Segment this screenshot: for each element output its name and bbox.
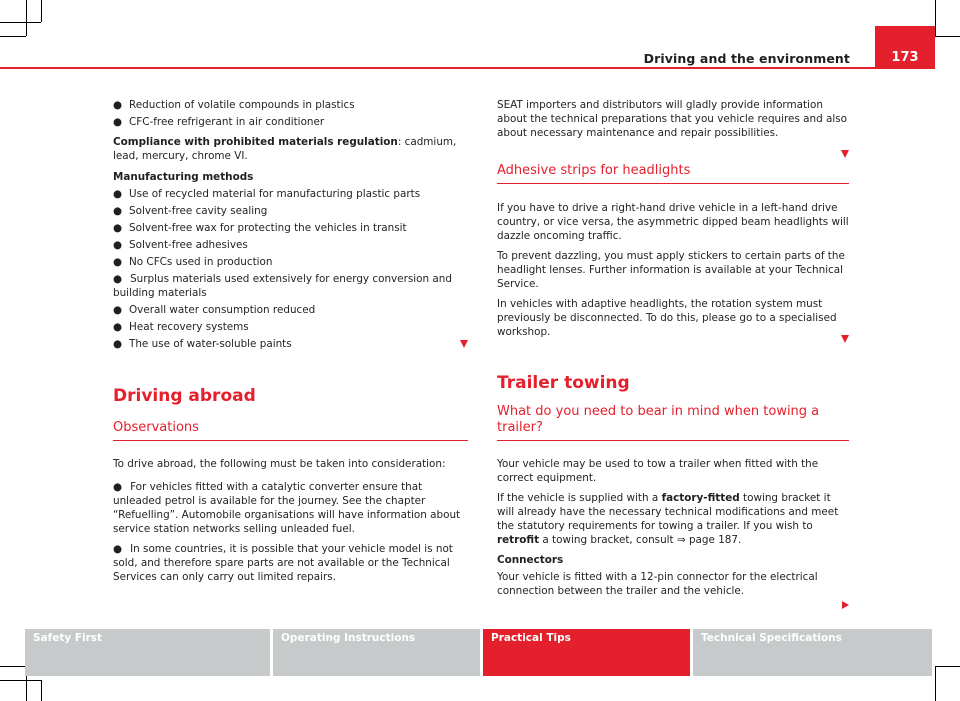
tab-technical-specifications[interactable]: Technical Specifications <box>693 629 932 676</box>
header-rule <box>0 67 935 69</box>
bullet-icon: ● <box>113 338 123 350</box>
list-item: ● No CFCs used in production <box>113 256 273 268</box>
section-end-icon <box>841 150 849 158</box>
crop-mark <box>935 0 936 36</box>
crop-mark <box>935 666 936 701</box>
list-item: ● The use of water-soluble paints <box>113 337 468 351</box>
bullet-icon: ● <box>113 188 123 200</box>
crop-mark <box>26 0 27 36</box>
crop-mark <box>41 680 42 701</box>
list-item: ● Solvent-free wax for protecting the vehicles in transit <box>113 222 407 234</box>
section-title-trailer-towing: Trailer towing <box>497 373 630 393</box>
left-column <box>113 98 468 587</box>
seat-paragraph: SEAT importers and distributors will gladly provide information about the technical preparations that you vehicle requires and also about necessary maintenance and repair possibilities. <box>497 98 849 140</box>
crop-mark <box>0 680 41 681</box>
crop-mark <box>935 36 960 37</box>
list-item: ● Overall water consumption reduced <box>113 304 316 316</box>
section-end-icon <box>841 335 849 343</box>
section-title-driving-abroad: Driving abroad <box>113 386 256 406</box>
bullet-icon: ● <box>113 116 123 128</box>
list-item: ● CFC-free refrigerant in air conditioner <box>113 116 325 128</box>
bullet-icon: ● <box>113 304 123 316</box>
adhesive-paragraph: To prevent dazzling, you must apply stickers to certain parts of the headlight lenses. Further information is available at your Technical Service. <box>497 250 845 290</box>
footer-tabs <box>25 629 935 676</box>
list-item: ● For vehicles fitted with a catalytic converter ensure that unleaded petrol is available for the journey. See the chapter “Refuelling”. Automobile organisations will have information about service station networks selling unleaded fuel. <box>113 481 461 535</box>
bullet-icon: ● <box>113 205 123 217</box>
observations-intro: To drive abroad, the following must be taken into consideration: <box>113 458 446 470</box>
adhesive-paragraph: If you have to drive a right-hand drive vehicle in a left-hand drive country, or vice versa, the asymmetric dipped beam headlights will dazzle oncoming traffic. <box>497 202 849 242</box>
crop-mark <box>935 666 960 667</box>
list-item: ● Heat recovery systems <box>113 321 249 333</box>
bullet-icon: ● <box>113 256 123 268</box>
subsection-title-adhesive-strips: Adhesive strips for headlights <box>497 163 849 184</box>
list-item: ● In some countries, it is possible that your vehicle model is not sold, and therefore spare parts are not available or the Technical Services can only carry out limited repairs. <box>113 543 453 583</box>
crop-mark <box>0 22 41 23</box>
connectors-paragraph: Your vehicle is fitted with a 12-pin connector for the electrical connection between the trailer and the vehicle. <box>497 570 849 598</box>
crop-mark <box>0 36 26 37</box>
page-header-title: Driving and the environment <box>643 51 850 66</box>
tab-practical-tips[interactable]: Practical Tips <box>483 629 690 676</box>
list-item: ● Surplus materials used extensively for energy conversion and building materials <box>113 273 452 299</box>
compliance-paragraph: Compliance with prohibited materials regulation: cadmium, lead, mercury, chrome VI. <box>113 136 457 162</box>
subsection-title-towing: What do you need to bear in mind when towing a trailer? <box>497 404 849 441</box>
tab-safety-first[interactable]: Safety First <box>25 629 270 676</box>
crop-mark <box>41 0 42 22</box>
connectors-heading: Connectors <box>497 554 564 566</box>
trailer-paragraph: Your vehicle may be used to tow a trailer when fitted with the correct equipment. <box>497 458 819 484</box>
bullet-icon: ● <box>113 543 123 555</box>
bullet-icon: ● <box>113 481 123 493</box>
list-item: ● Reduction of volatile compounds in plastics <box>113 99 355 111</box>
continue-arrow-icon <box>842 601 849 609</box>
bullet-icon: ● <box>113 99 123 111</box>
page-number: 173 <box>875 26 935 69</box>
crop-mark <box>0 666 26 667</box>
bullet-icon: ● <box>113 222 123 234</box>
bullet-icon: ● <box>113 321 123 333</box>
tab-operating-instructions[interactable]: Operating Instructions <box>273 629 480 676</box>
subsection-title-observations: Observations <box>113 420 468 441</box>
list-item: ● Use of recycled material for manufacturing plastic parts <box>113 188 421 200</box>
adhesive-paragraph: In vehicles with adaptive headlights, the rotation system must previously be disconnected. To do this, please go to a specialised workshop. <box>497 297 849 339</box>
bullet-icon: ● <box>113 273 123 285</box>
right-column <box>497 98 849 609</box>
page-link[interactable]: a towing bracket, consult ⇒ page 187. <box>539 534 742 546</box>
manufacturing-heading: Manufacturing methods <box>113 171 254 183</box>
list-item: ● Solvent-free cavity sealing <box>113 205 268 217</box>
trailer-paragraph: If the vehicle is supplied with a factory-fitted towing bracket it will already have the necessary technical modifications and meet the statutory requirements for towing a trailer. If you wish to retrofit a towing bracket, consult ⇒ page 187. <box>497 492 839 546</box>
bullet-icon: ● <box>113 239 123 251</box>
list-item: ● Solvent-free adhesives <box>113 239 248 251</box>
section-end-icon <box>460 340 468 348</box>
